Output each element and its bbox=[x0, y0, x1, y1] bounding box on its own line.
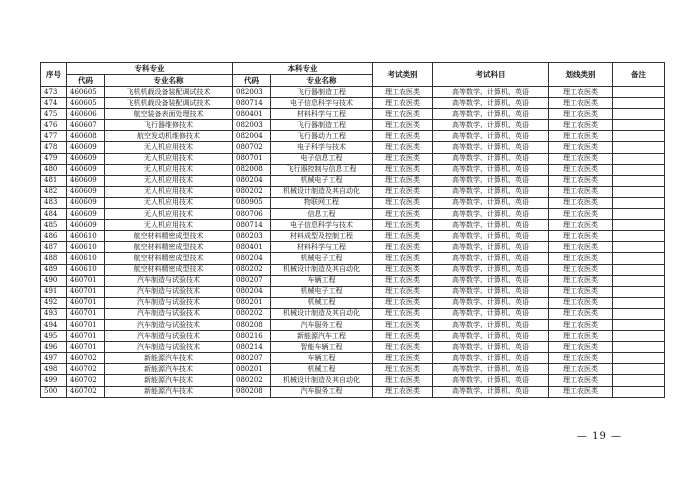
cell-zhuanke-name: 飞机机载设备装配调试技术 bbox=[105, 98, 233, 109]
cell-seq: 474 bbox=[41, 98, 67, 109]
cell-seq: 486 bbox=[41, 231, 67, 242]
cell-line-type: 理工农医类 bbox=[549, 342, 613, 353]
table-row bbox=[41, 175, 665, 186]
cell-exam-type: 理工农医类 bbox=[373, 209, 433, 220]
cell-exam-subject: 高等数学、计算机、英语 bbox=[433, 142, 549, 153]
cell-exam-type: 理工农医类 bbox=[373, 275, 433, 286]
cell-exam-type: 理工农医类 bbox=[373, 142, 433, 153]
cell-benke-code: 080201 bbox=[233, 364, 271, 375]
cell-line-type: 理工农医类 bbox=[549, 197, 613, 208]
cell-exam-type: 理工农医类 bbox=[373, 308, 433, 319]
cell-seq: 483 bbox=[41, 197, 67, 208]
table-row bbox=[41, 197, 665, 208]
cell-line-type: 理工农医类 bbox=[549, 175, 613, 186]
cell-seq: 473 bbox=[41, 87, 67, 98]
table-row bbox=[41, 264, 665, 275]
cell-zhuanke-code: 460702 bbox=[67, 386, 105, 397]
cell-benke-code: 082008 bbox=[233, 164, 271, 175]
cell-benke-name: 机械电子工程 bbox=[271, 175, 373, 186]
cell-exam-type: 理工农医类 bbox=[373, 220, 433, 231]
cell-zhuanke-code: 460608 bbox=[67, 131, 105, 142]
cell-seq: 476 bbox=[41, 120, 67, 131]
cell-exam-subject: 高等数学、计算机、英语 bbox=[433, 120, 549, 131]
header-benke: 本科专业 bbox=[233, 63, 373, 75]
cell-exam-subject: 高等数学、计算机、英语 bbox=[433, 98, 549, 109]
cell-zhuanke-code: 460609 bbox=[67, 209, 105, 220]
cell-zhuanke-name: 汽车制造与试验技术 bbox=[105, 275, 233, 286]
header-zhuanke-name: 专业名称 bbox=[105, 75, 233, 87]
cell-benke-code: 080714 bbox=[233, 220, 271, 231]
cell-zhuanke-name: 航空材料精密成型技术 bbox=[105, 231, 233, 242]
cell-remark bbox=[613, 242, 665, 253]
cell-line-type: 理工农医类 bbox=[549, 186, 613, 197]
cell-zhuanke-name: 飞行器维修技术 bbox=[105, 120, 233, 131]
cell-benke-code: 080201 bbox=[233, 297, 271, 308]
cell-line-type: 理工农医类 bbox=[549, 331, 613, 342]
cell-zhuanke-name: 汽车制造与试验技术 bbox=[105, 319, 233, 330]
cell-zhuanke-code: 460609 bbox=[67, 175, 105, 186]
table-row bbox=[41, 331, 665, 342]
cell-remark bbox=[613, 308, 665, 319]
cell-seq: 480 bbox=[41, 164, 67, 175]
cell-remark bbox=[613, 275, 665, 286]
cell-benke-code: 082003 bbox=[233, 87, 271, 98]
cell-exam-type: 理工农医类 bbox=[373, 331, 433, 342]
cell-benke-code: 080701 bbox=[233, 153, 271, 164]
cell-exam-type: 理工农医类 bbox=[373, 375, 433, 386]
cell-benke-name: 机械设计制造及其自动化 bbox=[271, 375, 373, 386]
table-row bbox=[41, 131, 665, 142]
cell-benke-code: 080702 bbox=[233, 142, 271, 153]
cell-zhuanke-code: 460605 bbox=[67, 87, 105, 98]
cell-zhuanke-code: 460701 bbox=[67, 331, 105, 342]
header-remark: 备注 bbox=[613, 63, 665, 87]
cell-seq: 479 bbox=[41, 153, 67, 164]
cell-line-type: 理工农医类 bbox=[549, 109, 613, 120]
cell-remark bbox=[613, 131, 665, 142]
table-row bbox=[41, 364, 665, 375]
cell-remark bbox=[613, 109, 665, 120]
cell-exam-type: 理工农医类 bbox=[373, 153, 433, 164]
cell-exam-type: 理工农医类 bbox=[373, 87, 433, 98]
table-row bbox=[41, 308, 665, 319]
cell-remark bbox=[613, 286, 665, 297]
cell-remark bbox=[613, 231, 665, 242]
cell-exam-type: 理工农医类 bbox=[373, 253, 433, 264]
cell-exam-type: 理工农医类 bbox=[373, 364, 433, 375]
cell-benke-name: 飞行器控制与信息工程 bbox=[271, 164, 373, 175]
cell-line-type: 理工农医类 bbox=[549, 364, 613, 375]
cell-benke-code: 080208 bbox=[233, 386, 271, 397]
cell-zhuanke-name: 新能源汽车技术 bbox=[105, 386, 233, 397]
cell-zhuanke-code: 460609 bbox=[67, 142, 105, 153]
cell-benke-name: 车辆工程 bbox=[271, 353, 373, 364]
cell-exam-subject: 高等数学、计算机、英语 bbox=[433, 308, 549, 319]
cell-benke-name: 飞行器制造工程 bbox=[271, 120, 373, 131]
cell-benke-code: 080216 bbox=[233, 331, 271, 342]
cell-remark bbox=[613, 209, 665, 220]
cell-exam-type: 理工农医类 bbox=[373, 264, 433, 275]
cell-benke-name: 信息工程 bbox=[271, 209, 373, 220]
table-header bbox=[41, 63, 665, 87]
cell-zhuanke-code: 460609 bbox=[67, 186, 105, 197]
cell-benke-code: 080207 bbox=[233, 353, 271, 364]
cell-exam-subject: 高等数学、计算机、英语 bbox=[433, 209, 549, 220]
cell-exam-type: 理工农医类 bbox=[373, 386, 433, 397]
cell-line-type: 理工农医类 bbox=[549, 253, 613, 264]
cell-zhuanke-code: 460607 bbox=[67, 120, 105, 131]
cell-zhuanke-name: 飞机机载设备装配调试技术 bbox=[105, 87, 233, 98]
table-row bbox=[41, 286, 665, 297]
cell-zhuanke-name: 新能源汽车技术 bbox=[105, 364, 233, 375]
table-row bbox=[41, 220, 665, 231]
cell-zhuanke-code: 460701 bbox=[67, 342, 105, 353]
cell-line-type: 理工农医类 bbox=[549, 264, 613, 275]
table-row bbox=[41, 109, 665, 120]
cell-seq: 477 bbox=[41, 131, 67, 142]
cell-line-type: 理工农医类 bbox=[549, 297, 613, 308]
table-row bbox=[41, 153, 665, 164]
cell-exam-type: 理工农医类 bbox=[373, 120, 433, 131]
cell-exam-type: 理工农医类 bbox=[373, 319, 433, 330]
cell-remark bbox=[613, 319, 665, 330]
cell-exam-subject: 高等数学、计算机、英语 bbox=[433, 231, 549, 242]
cell-seq: 495 bbox=[41, 331, 67, 342]
cell-seq: 475 bbox=[41, 109, 67, 120]
cell-zhuanke-code: 460702 bbox=[67, 364, 105, 375]
cell-exam-type: 理工农医类 bbox=[373, 197, 433, 208]
cell-seq: 485 bbox=[41, 220, 67, 231]
cell-exam-subject: 高等数学、计算机、英语 bbox=[433, 253, 549, 264]
cell-exam-subject: 高等数学、计算机、英语 bbox=[433, 109, 549, 120]
table-row bbox=[41, 87, 665, 98]
cell-seq: 493 bbox=[41, 308, 67, 319]
cell-benke-name: 电子信息科学与技术 bbox=[271, 98, 373, 109]
table-row bbox=[41, 120, 665, 131]
cell-exam-subject: 高等数学、计算机、英语 bbox=[433, 153, 549, 164]
table-row bbox=[41, 297, 665, 308]
cell-zhuanke-name: 汽车制造与试验技术 bbox=[105, 286, 233, 297]
cell-benke-name: 车辆工程 bbox=[271, 275, 373, 286]
cell-exam-subject: 高等数学、计算机、英语 bbox=[433, 342, 549, 353]
header-seq: 序号 bbox=[41, 63, 67, 87]
cell-benke-name: 机械电子工程 bbox=[271, 286, 373, 297]
cell-seq: 489 bbox=[41, 264, 67, 275]
cell-exam-subject: 高等数学、计算机、英语 bbox=[433, 87, 549, 98]
cell-benke-name: 新能源汽车工程 bbox=[271, 331, 373, 342]
cell-zhuanke-name: 航空材料精密成型技术 bbox=[105, 242, 233, 253]
cell-line-type: 理工农医类 bbox=[549, 353, 613, 364]
cell-exam-type: 理工农医类 bbox=[373, 286, 433, 297]
cell-line-type: 理工农医类 bbox=[549, 220, 613, 231]
cell-exam-subject: 高等数学、计算机、英语 bbox=[433, 175, 549, 186]
cell-benke-name: 飞行器制造工程 bbox=[271, 87, 373, 98]
table-body bbox=[41, 87, 665, 398]
cell-exam-subject: 高等数学、计算机、英语 bbox=[433, 242, 549, 253]
cell-line-type: 理工农医类 bbox=[549, 142, 613, 153]
cell-zhuanke-name: 汽车制造与试验技术 bbox=[105, 308, 233, 319]
cell-line-type: 理工农医类 bbox=[549, 242, 613, 253]
cell-benke-code: 080204 bbox=[233, 286, 271, 297]
cell-exam-type: 理工农医类 bbox=[373, 342, 433, 353]
table-row bbox=[41, 386, 665, 397]
cell-benke-name: 机械设计制造及其自动化 bbox=[271, 264, 373, 275]
cell-zhuanke-name: 汽车制造与试验技术 bbox=[105, 331, 233, 342]
header-exam-subject: 考试科目 bbox=[433, 63, 549, 87]
cell-exam-subject: 高等数学、计算机、英语 bbox=[433, 264, 549, 275]
cell-benke-code: 080207 bbox=[233, 275, 271, 286]
cell-zhuanke-code: 460701 bbox=[67, 319, 105, 330]
page-number: — 19 — bbox=[576, 431, 622, 442]
cell-remark bbox=[613, 375, 665, 386]
cell-zhuanke-name: 无人机应用技术 bbox=[105, 186, 233, 197]
cell-zhuanke-code: 460610 bbox=[67, 264, 105, 275]
cell-zhuanke-name: 航空材料精密成型技术 bbox=[105, 253, 233, 264]
cell-benke-code: 080714 bbox=[233, 98, 271, 109]
cell-line-type: 理工农医类 bbox=[549, 231, 613, 242]
table-row bbox=[41, 164, 665, 175]
cell-exam-type: 理工农医类 bbox=[373, 109, 433, 120]
cell-remark bbox=[613, 87, 665, 98]
cell-exam-type: 理工农医类 bbox=[373, 242, 433, 253]
cell-exam-subject: 高等数学、计算机、英语 bbox=[433, 353, 549, 364]
cell-line-type: 理工农医类 bbox=[549, 386, 613, 397]
cell-line-type: 理工农医类 bbox=[549, 153, 613, 164]
cell-line-type: 理工农医类 bbox=[549, 164, 613, 175]
major-mapping-table bbox=[40, 62, 665, 398]
cell-benke-name: 机械设计制造及其自动化 bbox=[271, 186, 373, 197]
cell-seq: 496 bbox=[41, 342, 67, 353]
cell-zhuanke-name: 无人机应用技术 bbox=[105, 220, 233, 231]
cell-exam-subject: 高等数学、计算机、英语 bbox=[433, 331, 549, 342]
cell-exam-type: 理工农医类 bbox=[373, 297, 433, 308]
cell-exam-subject: 高等数学、计算机、英语 bbox=[433, 164, 549, 175]
cell-remark bbox=[613, 386, 665, 397]
cell-benke-name: 汽车服务工程 bbox=[271, 319, 373, 330]
cell-benke-code: 080706 bbox=[233, 209, 271, 220]
table-row bbox=[41, 342, 665, 353]
cell-line-type: 理工农医类 bbox=[549, 308, 613, 319]
cell-seq: 500 bbox=[41, 386, 67, 397]
cell-exam-subject: 高等数学、计算机、英语 bbox=[433, 275, 549, 286]
cell-exam-type: 理工农医类 bbox=[373, 164, 433, 175]
header-zhuanke: 专科专业 bbox=[67, 63, 233, 75]
cell-zhuanke-code: 460702 bbox=[67, 353, 105, 364]
table-row bbox=[41, 275, 665, 286]
cell-seq: 478 bbox=[41, 142, 67, 153]
cell-zhuanke-name: 无人机应用技术 bbox=[105, 153, 233, 164]
cell-seq: 492 bbox=[41, 297, 67, 308]
cell-seq: 491 bbox=[41, 286, 67, 297]
cell-remark bbox=[613, 220, 665, 231]
cell-exam-subject: 高等数学、计算机、英语 bbox=[433, 197, 549, 208]
header-line-type: 划线类别 bbox=[549, 63, 613, 87]
cell-zhuanke-name: 航空装备表面处理技术 bbox=[105, 109, 233, 120]
cell-exam-subject: 高等数学、计算机、英语 bbox=[433, 319, 549, 330]
cell-line-type: 理工农医类 bbox=[549, 319, 613, 330]
cell-zhuanke-code: 460609 bbox=[67, 164, 105, 175]
table-row bbox=[41, 375, 665, 386]
cell-remark bbox=[613, 342, 665, 353]
cell-line-type: 理工农医类 bbox=[549, 286, 613, 297]
cell-benke-name: 电子信息科学与技术 bbox=[271, 220, 373, 231]
table-row bbox=[41, 186, 665, 197]
cell-benke-code: 080202 bbox=[233, 186, 271, 197]
cell-benke-code: 080401 bbox=[233, 109, 271, 120]
cell-seq: 481 bbox=[41, 175, 67, 186]
cell-seq: 488 bbox=[41, 253, 67, 264]
cell-zhuanke-code: 460606 bbox=[67, 109, 105, 120]
cell-benke-code: 082003 bbox=[233, 120, 271, 131]
table-row bbox=[41, 231, 665, 242]
cell-line-type: 理工农医类 bbox=[549, 209, 613, 220]
cell-benke-code: 080202 bbox=[233, 308, 271, 319]
cell-benke-name: 机械设计制造及其自动化 bbox=[271, 308, 373, 319]
cell-seq: 484 bbox=[41, 209, 67, 220]
cell-benke-code: 080214 bbox=[233, 342, 271, 353]
cell-benke-name: 材料科学与工程 bbox=[271, 242, 373, 253]
cell-benke-name: 材料成型及控制工程 bbox=[271, 231, 373, 242]
cell-benke-name: 机械电子工程 bbox=[271, 253, 373, 264]
table-row bbox=[41, 209, 665, 220]
cell-exam-subject: 高等数学、计算机、英语 bbox=[433, 131, 549, 142]
cell-benke-name: 物联网工程 bbox=[271, 197, 373, 208]
table-row bbox=[41, 253, 665, 264]
cell-seq: 498 bbox=[41, 364, 67, 375]
table-row bbox=[41, 142, 665, 153]
cell-benke-code: 080905 bbox=[233, 197, 271, 208]
cell-remark bbox=[613, 175, 665, 186]
cell-benke-code: 080204 bbox=[233, 253, 271, 264]
cell-benke-code: 080204 bbox=[233, 175, 271, 186]
cell-benke-code: 080202 bbox=[233, 375, 271, 386]
header-zhuanke-code: 代码 bbox=[67, 75, 105, 87]
cell-zhuanke-code: 460610 bbox=[67, 242, 105, 253]
cell-zhuanke-name: 新能源汽车技术 bbox=[105, 353, 233, 364]
cell-exam-subject: 高等数学、计算机、英语 bbox=[433, 297, 549, 308]
cell-remark bbox=[613, 197, 665, 208]
cell-exam-subject: 高等数学、计算机、英语 bbox=[433, 386, 549, 397]
cell-zhuanke-name: 汽车制造与试验技术 bbox=[105, 297, 233, 308]
cell-remark bbox=[613, 120, 665, 131]
cell-zhuanke-code: 460701 bbox=[67, 275, 105, 286]
cell-line-type: 理工农医类 bbox=[549, 375, 613, 386]
cell-benke-code: 080202 bbox=[233, 264, 271, 275]
cell-zhuanke-code: 460609 bbox=[67, 153, 105, 164]
cell-remark bbox=[613, 153, 665, 164]
cell-seq: 490 bbox=[41, 275, 67, 286]
cell-zhuanke-code: 460610 bbox=[67, 231, 105, 242]
cell-zhuanke-code: 460610 bbox=[67, 253, 105, 264]
cell-line-type: 理工农医类 bbox=[549, 120, 613, 131]
cell-exam-type: 理工农医类 bbox=[373, 175, 433, 186]
cell-remark bbox=[613, 264, 665, 275]
cell-benke-name: 汽车服务工程 bbox=[271, 386, 373, 397]
cell-line-type: 理工农医类 bbox=[549, 131, 613, 142]
cell-seq: 487 bbox=[41, 242, 67, 253]
table-row bbox=[41, 98, 665, 109]
table-row bbox=[41, 242, 665, 253]
cell-zhuanke-name: 无人机应用技术 bbox=[105, 197, 233, 208]
cell-zhuanke-name: 无人机应用技术 bbox=[105, 175, 233, 186]
table-row bbox=[41, 319, 665, 330]
cell-benke-code: 080208 bbox=[233, 319, 271, 330]
cell-exam-subject: 高等数学、计算机、英语 bbox=[433, 220, 549, 231]
header-benke-name: 专业名称 bbox=[271, 75, 373, 87]
cell-remark bbox=[613, 353, 665, 364]
cell-line-type: 理工农医类 bbox=[549, 275, 613, 286]
cell-remark bbox=[613, 331, 665, 342]
header-exam-type: 考试类别 bbox=[373, 63, 433, 87]
cell-zhuanke-code: 460605 bbox=[67, 98, 105, 109]
cell-zhuanke-code: 460609 bbox=[67, 220, 105, 231]
cell-remark bbox=[613, 164, 665, 175]
cell-zhuanke-code: 460609 bbox=[67, 197, 105, 208]
header-benke-code: 代码 bbox=[233, 75, 271, 87]
cell-benke-name: 智能车辆工程 bbox=[271, 342, 373, 353]
cell-zhuanke-name: 航空发动机维修技术 bbox=[105, 131, 233, 142]
cell-exam-type: 理工农医类 bbox=[373, 353, 433, 364]
cell-zhuanke-name: 无人机应用技术 bbox=[105, 209, 233, 220]
cell-exam-type: 理工农医类 bbox=[373, 131, 433, 142]
cell-zhuanke-name: 无人机应用技术 bbox=[105, 164, 233, 175]
table-row bbox=[41, 353, 665, 364]
cell-seq: 499 bbox=[41, 375, 67, 386]
cell-benke-name: 电子信息工程 bbox=[271, 153, 373, 164]
cell-zhuanke-name: 汽车制造与试验技术 bbox=[105, 342, 233, 353]
cell-remark bbox=[613, 364, 665, 375]
cell-zhuanke-code: 460702 bbox=[67, 375, 105, 386]
cell-zhuanke-name: 航空材料精密成型技术 bbox=[105, 264, 233, 275]
cell-benke-code: 082004 bbox=[233, 131, 271, 142]
cell-exam-subject: 高等数学、计算机、英语 bbox=[433, 364, 549, 375]
cell-exam-subject: 高等数学、计算机、英语 bbox=[433, 375, 549, 386]
cell-zhuanke-code: 460701 bbox=[67, 308, 105, 319]
cell-line-type: 理工农医类 bbox=[549, 87, 613, 98]
cell-benke-name: 机械工程 bbox=[271, 297, 373, 308]
cell-zhuanke-code: 460701 bbox=[67, 286, 105, 297]
cell-exam-type: 理工农医类 bbox=[373, 186, 433, 197]
cell-benke-name: 电子科学与技术 bbox=[271, 142, 373, 153]
cell-line-type: 理工农医类 bbox=[549, 98, 613, 109]
cell-remark bbox=[613, 142, 665, 153]
cell-remark bbox=[613, 297, 665, 308]
cell-benke-name: 机械工程 bbox=[271, 364, 373, 375]
cell-benke-code: 080401 bbox=[233, 242, 271, 253]
cell-exam-type: 理工农医类 bbox=[373, 98, 433, 109]
cell-exam-subject: 高等数学、计算机、英语 bbox=[433, 286, 549, 297]
cell-seq: 482 bbox=[41, 186, 67, 197]
cell-seq: 494 bbox=[41, 319, 67, 330]
cell-remark bbox=[613, 98, 665, 109]
cell-exam-subject: 高等数学、计算机、英语 bbox=[433, 186, 549, 197]
cell-remark bbox=[613, 253, 665, 264]
cell-benke-name: 飞行器动力工程 bbox=[271, 131, 373, 142]
cell-remark bbox=[613, 186, 665, 197]
cell-zhuanke-code: 460701 bbox=[67, 297, 105, 308]
cell-benke-name: 材料科学与工程 bbox=[271, 109, 373, 120]
cell-seq: 497 bbox=[41, 353, 67, 364]
cell-zhuanke-name: 新能源汽车技术 bbox=[105, 375, 233, 386]
cell-zhuanke-name: 无人机应用技术 bbox=[105, 142, 233, 153]
cell-exam-type: 理工农医类 bbox=[373, 231, 433, 242]
cell-benke-code: 080203 bbox=[233, 231, 271, 242]
